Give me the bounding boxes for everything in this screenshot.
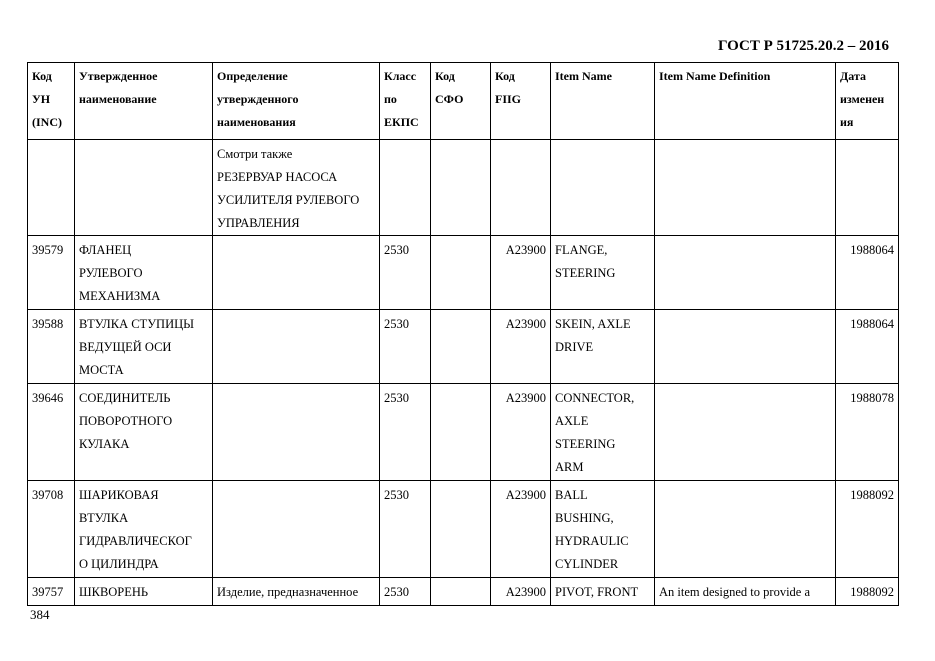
cell-inc: 39708 bbox=[28, 481, 75, 578]
cell-approved-name: ВТУЛКА СТУПИЦЫ ВЕДУЩЕЙ ОСИ МОСТА bbox=[75, 310, 213, 384]
table-header-row bbox=[28, 63, 899, 140]
cell-definition bbox=[213, 384, 380, 481]
cell-item-name bbox=[551, 140, 655, 236]
cell-inc: 39646 bbox=[28, 384, 75, 481]
cell-change-date: 1988064 bbox=[836, 236, 899, 310]
column-header-item-name-definition: Item Name Definition bbox=[655, 63, 836, 140]
column-header-change-date: Дата изменен ия bbox=[836, 63, 899, 140]
column-header-definition: Определение утвержденного наименования bbox=[213, 63, 380, 140]
cell-class bbox=[380, 140, 431, 236]
column-header-sfo: Код СФО bbox=[431, 63, 491, 140]
column-header-fiig: Код FIIG bbox=[491, 63, 551, 140]
cell-item-name: BALL BUSHING, HYDRAULIC CYLINDER bbox=[551, 481, 655, 578]
cell-class: 2530 bbox=[380, 310, 431, 384]
table-row bbox=[28, 578, 899, 606]
cell-definition bbox=[213, 481, 380, 578]
column-header-approved-name: Утвержденное наименование bbox=[75, 63, 213, 140]
document-standard-header: ГОСТ Р 51725.20.2 – 2016 bbox=[717, 38, 889, 54]
cell-sfo bbox=[431, 384, 491, 481]
column-header-item-name: Item Name bbox=[551, 63, 655, 140]
cell-change-date: 1988078 bbox=[836, 384, 899, 481]
cell-sfo bbox=[431, 578, 491, 606]
cell-item-name-definition bbox=[655, 481, 836, 578]
cell-item-name-definition bbox=[655, 236, 836, 310]
cell-sfo bbox=[431, 140, 491, 236]
table-row bbox=[28, 236, 899, 310]
table-row bbox=[28, 140, 899, 236]
cell-approved-name: ФЛАНЕЦ РУЛЕВОГО МЕХАНИЗМА bbox=[75, 236, 213, 310]
cell-change-date: 1988092 bbox=[836, 578, 899, 606]
cell-inc: 39588 bbox=[28, 310, 75, 384]
table-row bbox=[28, 384, 899, 481]
cell-definition bbox=[213, 236, 380, 310]
cell-fiig: A23900 bbox=[491, 578, 551, 606]
cell-item-name-definition bbox=[655, 140, 836, 236]
cell-approved-name bbox=[75, 140, 213, 236]
cell-definition: Изделие, предназначенное bbox=[213, 578, 380, 606]
cell-inc: 39579 bbox=[28, 236, 75, 310]
cell-fiig: A23900 bbox=[491, 236, 551, 310]
cell-item-name: SKEIN, AXLE DRIVE bbox=[551, 310, 655, 384]
cell-class: 2530 bbox=[380, 236, 431, 310]
cell-definition bbox=[213, 310, 380, 384]
table-row bbox=[28, 481, 899, 578]
cell-approved-name: ШКВОРЕНЬ bbox=[75, 578, 213, 606]
cell-sfo bbox=[431, 310, 491, 384]
page-number: 384 bbox=[30, 607, 50, 622]
cell-definition: Смотри также РЕЗЕРВУАР НАСОСА УСИЛИТЕЛЯ РУЛЕВОГО УПРАВЛЕНИЯ bbox=[213, 140, 380, 236]
cell-sfo bbox=[431, 481, 491, 578]
cell-item-name-definition: An item designed to provide a bbox=[655, 578, 836, 606]
cell-inc bbox=[28, 140, 75, 236]
cell-fiig: A23900 bbox=[491, 310, 551, 384]
cell-item-name: PIVOT, FRONT bbox=[551, 578, 655, 606]
cell-approved-name: СОЕДИНИТЕЛЬ ПОВОРОТНОГО КУЛАКА bbox=[75, 384, 213, 481]
cell-item-name: CONNECTOR, AXLE STEERING ARM bbox=[551, 384, 655, 481]
cell-change-date: 1988064 bbox=[836, 310, 899, 384]
cell-class: 2530 bbox=[380, 578, 431, 606]
cell-fiig bbox=[491, 140, 551, 236]
table-row bbox=[28, 310, 899, 384]
cell-item-name-definition bbox=[655, 310, 836, 384]
cell-inc: 39757 bbox=[28, 578, 75, 606]
cell-fiig: A23900 bbox=[491, 384, 551, 481]
column-header-inc: Код УН (INC) bbox=[28, 63, 75, 140]
cell-item-name-definition bbox=[655, 384, 836, 481]
catalog-table bbox=[27, 62, 899, 606]
cell-change-date bbox=[836, 140, 899, 236]
column-header-class: Класс по ЕКПС bbox=[380, 63, 431, 140]
cell-fiig: A23900 bbox=[491, 481, 551, 578]
cell-sfo bbox=[431, 236, 491, 310]
cell-approved-name: ШАРИКОВАЯ ВТУЛКА ГИДРАВЛИЧЕСКОГ О ЦИЛИНДРА bbox=[75, 481, 213, 578]
cell-item-name: FLANGE, STEERING bbox=[551, 236, 655, 310]
cell-class: 2530 bbox=[380, 481, 431, 578]
cell-class: 2530 bbox=[380, 384, 431, 481]
cell-change-date: 1988092 bbox=[836, 481, 899, 578]
